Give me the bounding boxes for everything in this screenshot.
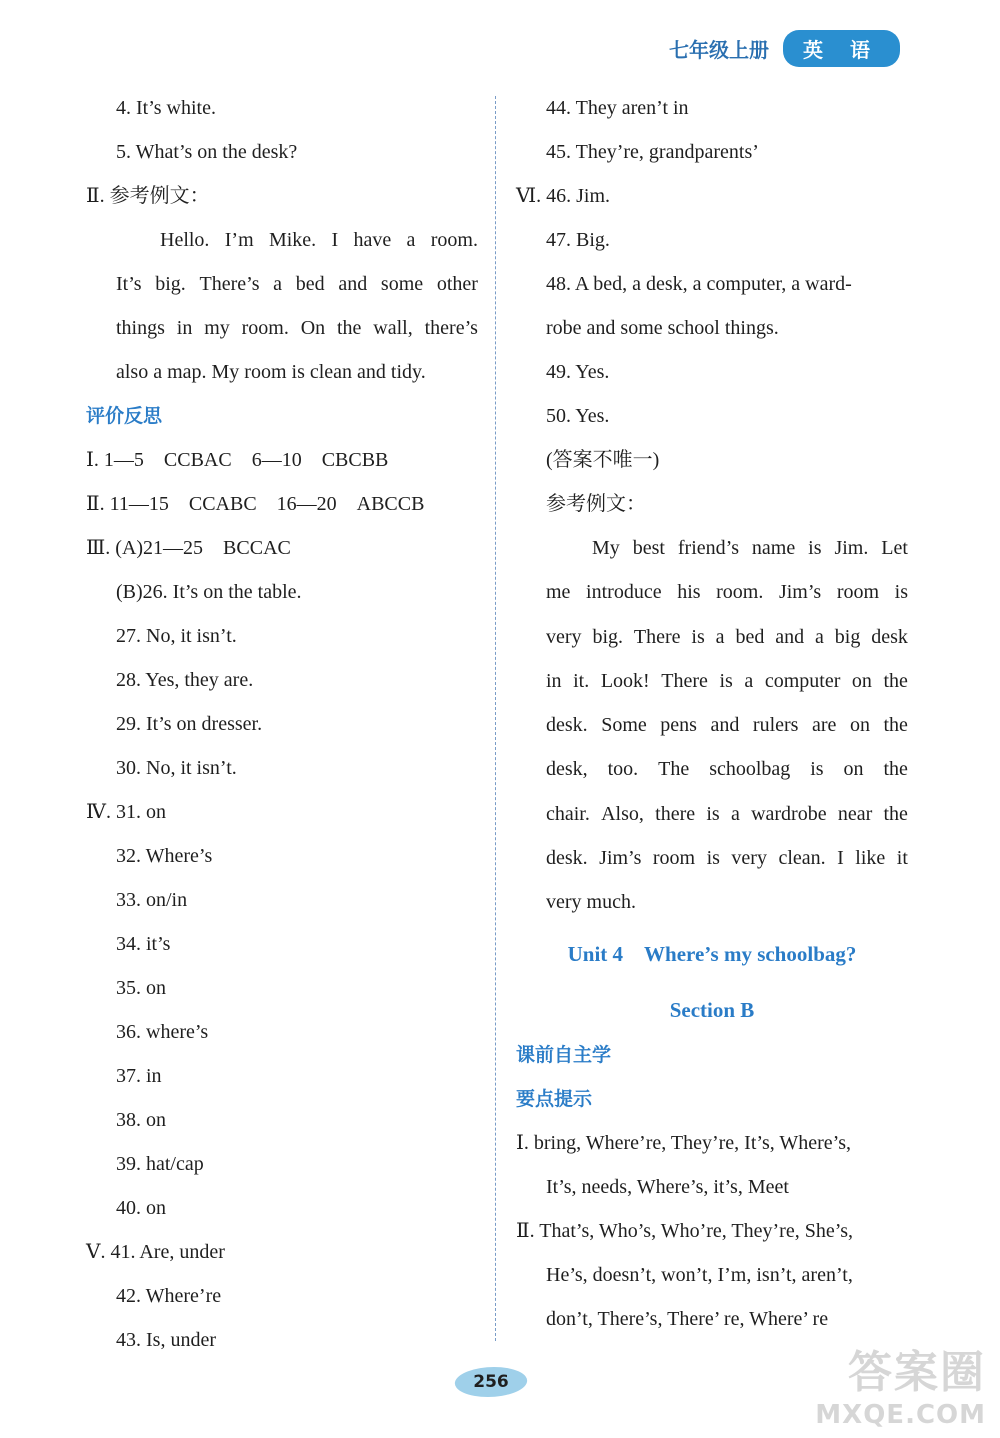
essay-line: desk. Jim’s room is very clean. I like it — [546, 847, 908, 870]
sample-essay — [516, 530, 908, 929]
answer-line: don’t, There’s, There’ re, Where’ re — [546, 1307, 829, 1330]
answer-line: 30. No, it isn’t. — [116, 757, 237, 779]
answer-line: 33. on/in — [116, 889, 188, 911]
essay-line: in it. Look! There is a computer on the — [546, 669, 908, 692]
sample-essay — [86, 222, 478, 398]
answer-note: (答案不唯一) — [546, 449, 660, 471]
essay-line: chair. Also, there is a wardrobe near the — [546, 802, 908, 825]
answer-line: 4. It’s white. — [116, 97, 216, 119]
section-heading: 评价反思 — [86, 405, 163, 427]
unit-title: Unit 4 Where’s my schoolbag? — [567, 941, 857, 966]
answer-line: 49. Yes. — [546, 361, 610, 383]
answer-line: 45. They’re, grandparents’ — [546, 141, 759, 163]
essay-line: desk. Some pens and rulers are on the — [546, 714, 908, 737]
answer-line: Ⅰ. 1—5 CCBAC 6—10 CBCBB — [86, 449, 389, 471]
answer-line: 47. Big. — [546, 229, 610, 251]
answer-line: 44. They aren’t in — [546, 97, 689, 119]
essay-line: things in my room. On the wall, there’s — [116, 317, 478, 339]
essay-label: Ⅱ. 参考例文： — [86, 185, 210, 207]
answer-line: 5. What’s on the desk? — [116, 141, 298, 163]
right-column — [516, 90, 908, 1345]
subject-badge: 英 语 — [783, 30, 900, 67]
answer-line: Ⅰ. bring, Where’re, They’re, It’s, Where’s, — [516, 1131, 851, 1154]
page-number-badge — [455, 1367, 527, 1397]
answer-line: 27. No, it isn’t. — [116, 625, 237, 647]
answer-line: 29. It’s on dresser. — [116, 713, 263, 735]
answer-line: 34. it’s — [116, 933, 171, 955]
grade-label: 七年级上册 — [669, 38, 770, 62]
essay-line: very big. There is a bed and a big desk — [546, 625, 908, 648]
answer-line: It’s, needs, Where’s, it’s, Meet — [546, 1175, 789, 1198]
answer-line: Ⅴ. 41. Are, under — [86, 1241, 225, 1263]
answer-line: Ⅵ. 46. Jim. — [516, 185, 611, 207]
answer-line: 35. on — [116, 977, 166, 999]
essay-line: also a map. My room is clean and tidy. — [116, 361, 426, 383]
answer-line: 50. Yes. — [546, 405, 610, 427]
answer-line: 43. Is, under — [116, 1329, 216, 1351]
answer-line: Ⅱ. 11—15 CCABC 16—20 ABCCB — [86, 493, 425, 515]
column-divider — [495, 96, 496, 1341]
essay-line: My best friend’s name is Jim. Let — [592, 537, 908, 559]
section-title: Section B — [669, 997, 755, 1022]
answer-line: 28. Yes, they are. — [116, 669, 254, 691]
page-header — [669, 30, 900, 67]
answer-line: 40. on — [116, 1197, 166, 1219]
watermark — [815, 1336, 986, 1430]
sub-heading: 要点提示 — [516, 1087, 593, 1110]
watermark-logo-text: 答案圈 — [848, 1347, 986, 1398]
answer-line: 48. A bed, a desk, a computer, a ward- — [546, 273, 852, 295]
answer-line: Ⅱ. That’s, Who’s, Who’re, They’re, She’s, — [516, 1219, 854, 1242]
answer-line: Ⅲ. (A)21—25 BCCAC — [86, 537, 291, 559]
answer-line: 38. on — [116, 1109, 166, 1131]
watermark-url: MXQE.COM — [815, 1400, 986, 1430]
answer-line: (B)26. It’s on the table. — [116, 581, 302, 603]
answer-line: 42. Where’re — [116, 1285, 222, 1307]
answer-line: 36. where’s — [116, 1021, 209, 1043]
essay-line: It’s big. There’s a bed and some other — [116, 273, 478, 295]
essay-line: me introduce his room. Jim’s room is — [546, 581, 908, 604]
left-column — [86, 90, 478, 1366]
essay-line: desk, too. The schoolbag is on the — [546, 758, 908, 781]
section-heading: 课前自主学 — [516, 1043, 612, 1066]
answer-line: He’s, doesn’t, won’t, I’m, isn’t, aren’t, — [546, 1263, 853, 1286]
answer-line: robe and some school things. — [546, 317, 779, 339]
essay-line: Hello. I’m Mike. I have a room. — [160, 229, 478, 251]
essay-line: very much. — [546, 891, 636, 914]
essay-label: 参考例文： — [546, 493, 646, 515]
answer-line: Ⅳ. 31. on — [86, 801, 166, 823]
answer-line: 32. Where’s — [116, 845, 213, 867]
answer-line: 39. hat/cap — [116, 1153, 204, 1175]
answer-line: 37. in — [116, 1065, 162, 1087]
page-number: 256 — [473, 1372, 509, 1392]
